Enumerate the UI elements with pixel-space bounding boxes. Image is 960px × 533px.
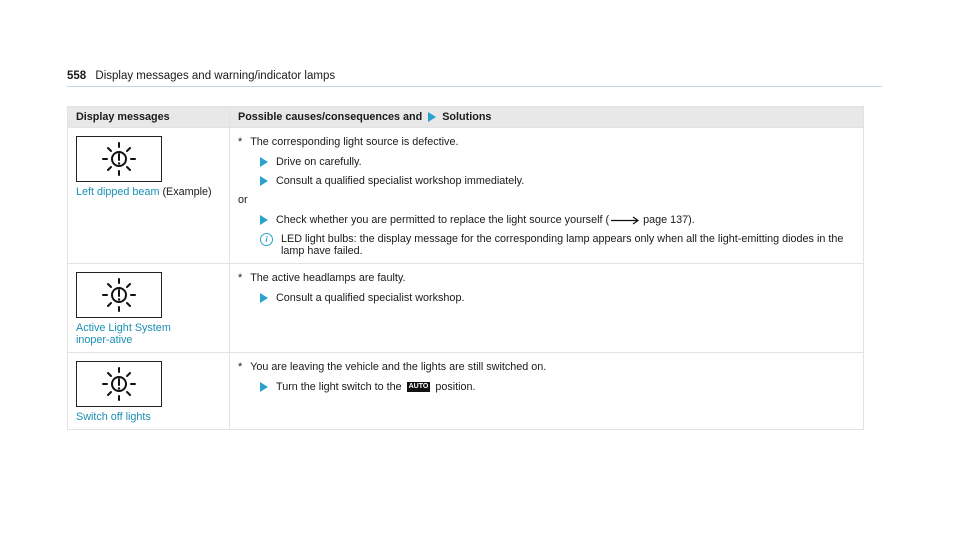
display-messages-table xyxy=(67,106,864,430)
info-note xyxy=(260,233,855,257)
cause-text: The corresponding light source is defective. xyxy=(250,136,459,148)
table-row xyxy=(68,128,864,264)
step-arrow-icon xyxy=(260,382,268,392)
col-header-causes-label: Possible causes/consequences and xyxy=(238,111,423,123)
step-arrow-icon xyxy=(260,215,268,225)
solution-step xyxy=(260,175,855,187)
step-text-suffix: position. xyxy=(435,381,476,393)
cause-mark: * xyxy=(238,272,243,284)
table-row xyxy=(68,264,864,353)
light-fault-lamp-icon xyxy=(76,272,162,318)
or-label: or xyxy=(238,194,248,206)
page-reference-arrow-icon xyxy=(611,216,641,225)
message-example-suffix: (Example) xyxy=(162,186,212,198)
solutions-cell xyxy=(230,128,864,264)
light-fault-lamp-icon xyxy=(76,361,162,407)
step-text xyxy=(276,214,695,226)
cause-text: You are leaving the vehicle and the lights are still switched on. xyxy=(250,361,547,373)
cause-line xyxy=(238,361,855,373)
col-header-causes-solutions xyxy=(230,107,864,128)
solution-step xyxy=(260,381,855,393)
solution-step xyxy=(260,292,855,304)
table-header-row xyxy=(68,107,864,128)
solution-step xyxy=(260,156,855,168)
col-header-solutions-label: Solutions xyxy=(442,111,492,123)
step-text-prefix: Turn the light switch to the xyxy=(276,381,402,393)
step-text: Consult a qualified specialist workshop. xyxy=(276,292,465,304)
page-number: 558 xyxy=(67,70,87,82)
message-cell xyxy=(68,128,230,264)
step-text: Drive on carefully. xyxy=(276,156,362,168)
cause-mark: * xyxy=(238,361,243,373)
message-active-light-system[interactable]: Active Light System inoper-ative xyxy=(76,322,171,346)
step-text-prefix: Check whether you are permitted to replace the light source yourself ( xyxy=(276,214,610,226)
cause-line xyxy=(238,136,855,148)
solutions-cell xyxy=(230,353,864,430)
solution-step xyxy=(260,214,855,226)
step-arrow-icon xyxy=(260,157,268,167)
step-arrow-icon xyxy=(260,176,268,186)
page-title: Display messages and warning/indicator lamps xyxy=(95,70,336,82)
message-switch-off-lights[interactable]: Switch off lights xyxy=(76,411,151,423)
cause-mark: * xyxy=(238,136,243,148)
col-header-display-messages: Display messages xyxy=(68,107,230,128)
cause-text: The active headlamps are faulty. xyxy=(250,272,406,284)
info-icon: i xyxy=(260,233,273,246)
auto-position-icon: AUTO xyxy=(408,383,429,391)
solution-arrow-icon xyxy=(428,112,436,122)
light-fault-lamp-icon xyxy=(76,136,162,182)
step-text xyxy=(276,381,476,393)
message-left-dipped-beam[interactable]: Left dipped beam xyxy=(76,186,160,198)
note-text: LED light bulbs: the display message for the corresponding lamp appears only when all the light-emitting diodes in the lamp have failed. xyxy=(281,233,844,257)
message-cell xyxy=(68,353,230,430)
step-text: Consult a qualified specialist workshop immediately. xyxy=(276,175,525,187)
page-header xyxy=(67,70,882,87)
message-cell xyxy=(68,264,230,353)
table-row xyxy=(68,353,864,430)
solutions-cell xyxy=(230,264,864,353)
cause-line xyxy=(238,272,855,284)
step-arrow-icon xyxy=(260,293,268,303)
page-reference-link[interactable]: page 137). xyxy=(643,214,695,226)
